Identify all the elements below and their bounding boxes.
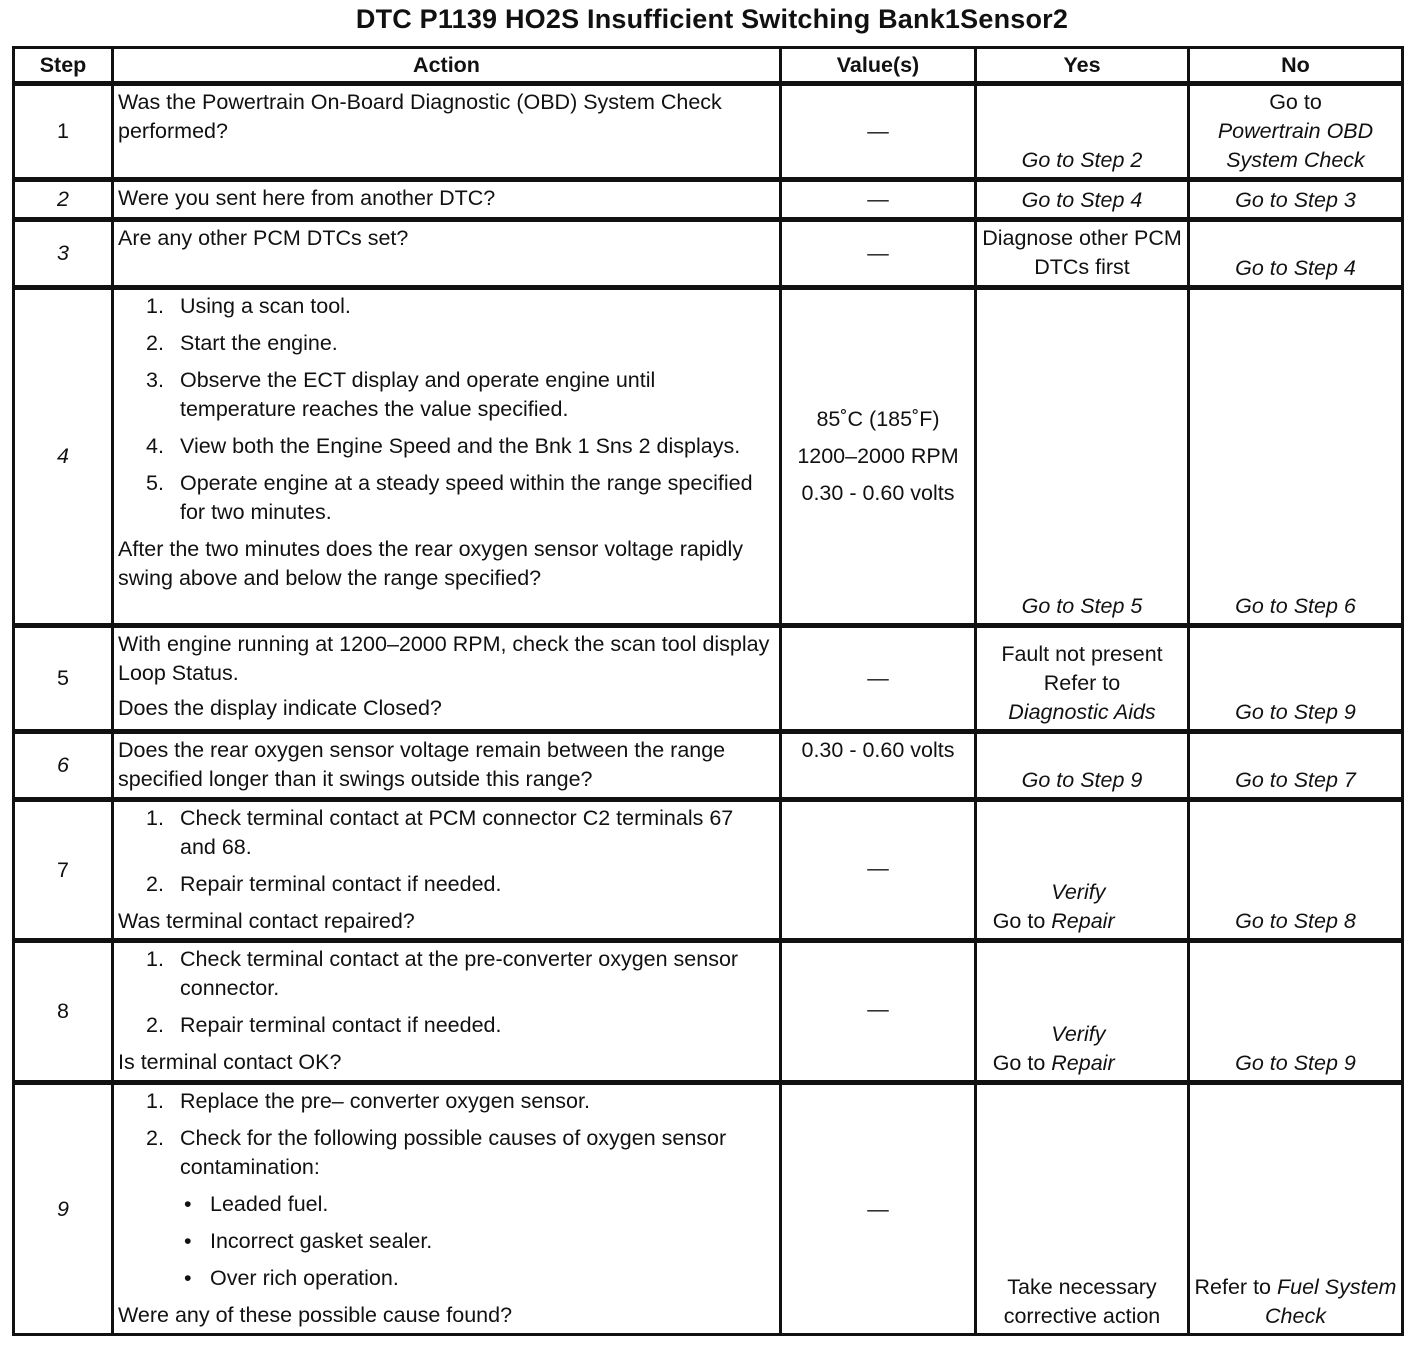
action-cell (113, 288, 781, 626)
no-link[interactable]: Go to Step 6 (1235, 594, 1356, 618)
action-steps (118, 1087, 775, 1182)
step-number: 6 (14, 732, 113, 800)
table-row (14, 626, 1403, 732)
yes-cell (976, 800, 1189, 941)
action-cell (113, 732, 781, 800)
no-cell (1189, 220, 1403, 288)
list-item: 3. Observe the ECT display and operate engine until temperature reaches the value specified. (146, 368, 656, 421)
action-cell (113, 84, 781, 180)
step-number: 3 (14, 220, 113, 288)
table-row (14, 732, 1403, 800)
no-link[interactable]: Go to Step 9 (1235, 700, 1356, 724)
yes-cell: Take necessary corrective action (976, 1083, 1189, 1335)
value-cell: — (781, 1083, 976, 1335)
page-title: DTC P1139 HO2S Insufficient Switching Bank1Sensor2 (355, 4, 1069, 34)
yes-prefix-line: Go to Verify Repair (981, 878, 1183, 936)
no-cell (1189, 288, 1403, 626)
no-link[interactable]: Go to Step 4 (1235, 256, 1356, 280)
value-cell (781, 288, 976, 626)
action-steps (118, 945, 775, 1040)
action-cell (113, 180, 781, 220)
yes-cell (976, 626, 1189, 732)
col-header-yes: Yes (976, 48, 1189, 84)
yes-prefix-line: Go to Verify Repair (981, 1020, 1183, 1078)
list-item: • Incorrect gasket sealer. (184, 1229, 433, 1253)
list-item: 1. Check terminal contact at the pre-converter oxygen sensor connector. (146, 947, 739, 1000)
action-text: Are any other PCM DTCs set? (118, 226, 409, 250)
col-header-step: Step (14, 48, 113, 84)
table-row (14, 941, 1403, 1083)
table-header-row (14, 48, 1403, 84)
no-cell (1189, 626, 1403, 732)
step-number: 1 (14, 84, 113, 180)
list-item: 2. Repair terminal contact if needed. (146, 1013, 502, 1037)
list-item: 1. Check terminal contact at PCM connector C2 terminals 67 and 68. (146, 806, 734, 859)
list-item: 4. View both the Engine Speed and the Bnk 1 Sns 2 displays. (146, 434, 741, 458)
list-item: 2. Repair terminal contact if needed. (146, 872, 502, 896)
list-item: 5. Operate engine at a steady speed within the range specified for two minutes. (146, 471, 753, 524)
list-item: 2. Check for the following possible causes of oxygen sensor contamination: (146, 1126, 727, 1179)
yes-cell: Diagnose other PCM DTCs first (976, 220, 1189, 288)
action-question: Is terminal contact OK? (118, 1050, 342, 1074)
col-header-action: Action (113, 48, 781, 84)
action-text: With engine running at 1200–2000 RPM, check the scan tool display Loop Status. (118, 632, 770, 685)
yes-link[interactable]: Go to Step 9 (1021, 768, 1143, 792)
action-text: Was the Powertrain On-Board Diagnostic (OBD) System Check performed? (118, 90, 722, 143)
yes-link[interactable]: Go to Step 2 (1021, 148, 1143, 172)
step-number: 9 (14, 1083, 113, 1335)
step-number: 7 (14, 800, 113, 941)
step-number: 4 (14, 288, 113, 626)
value-cell: — (781, 626, 976, 732)
no-link[interactable]: Fuel System Check (1265, 1275, 1397, 1328)
action-cell (113, 1083, 781, 1335)
list-item: 2. Start the engine. (146, 331, 338, 355)
action-question: Were any of these possible cause found? (118, 1303, 513, 1327)
no-cell (1189, 732, 1403, 800)
yes-link[interactable]: Diagnostic Aids (1008, 700, 1156, 724)
step-number: 5 (14, 626, 113, 732)
value-cell: — (781, 84, 976, 180)
no-link[interactable]: Powertrain OBD System Check (1217, 119, 1374, 172)
yes-link[interactable]: Go to Step 4 (1021, 188, 1143, 212)
table-row (14, 1083, 1403, 1335)
value-voltage: 0.30 - 0.60 volts (801, 481, 955, 505)
list-item: • Over rich operation. (184, 1266, 399, 1290)
col-header-no: No (1189, 48, 1403, 84)
no-link[interactable]: Go to Step 9 (1235, 1051, 1356, 1075)
list-item: • Leaded fuel. (184, 1192, 329, 1216)
yes-cell (976, 732, 1189, 800)
yes-cell (976, 288, 1189, 626)
no-link[interactable]: Go to Step 7 (1235, 768, 1356, 792)
action-question: Was terminal contact repaired? (118, 909, 415, 933)
no-cell (1189, 180, 1403, 220)
contamination-causes (118, 1190, 775, 1293)
value-temperature: 85˚C (185˚F) (816, 407, 940, 431)
action-steps (118, 804, 775, 899)
diagnostic-table (12, 46, 1404, 1336)
no-cell (1189, 800, 1403, 941)
table-row (14, 180, 1403, 220)
action-text: Does the rear oxygen sensor voltage remain between the range specified longer than it swings outside this range? (118, 738, 726, 791)
action-question: Does the display indicate Closed? (118, 696, 442, 720)
list-item: 1. Replace the pre– converter oxygen sensor. (146, 1089, 590, 1113)
table-row (14, 800, 1403, 941)
value-cell: — (781, 941, 976, 1083)
yes-cell (976, 180, 1189, 220)
action-cell (113, 941, 781, 1083)
yes-cell (976, 941, 1189, 1083)
col-header-values: Value(s) (781, 48, 976, 84)
value-rpm: 1200–2000 RPM (797, 444, 959, 468)
step-number: 8 (14, 941, 113, 1083)
action-question: After the two minutes does the rear oxygen sensor voltage rapidly swing above and below the range specified? (118, 537, 744, 590)
action-cell (113, 626, 781, 732)
action-cell (113, 800, 781, 941)
no-cell (1189, 1083, 1403, 1335)
list-item: 1. Using a scan tool. (146, 294, 351, 318)
yes-link[interactable]: Go to Step 5 (1021, 594, 1143, 618)
step-number: 2 (14, 180, 113, 220)
table-row (14, 220, 1403, 288)
no-link[interactable]: Go to Step 3 (1235, 188, 1356, 212)
yes-cell (976, 84, 1189, 180)
no-prefix-line: Refer to Fuel System Check (1194, 1275, 1397, 1328)
value-cell: — (781, 220, 976, 288)
value-cell: 0.30 - 0.60 volts (781, 732, 976, 800)
action-text: Were you sent here from another DTC? (118, 186, 496, 210)
value-cell: — (781, 800, 976, 941)
yes-link[interactable]: Verify Repair (1051, 1022, 1115, 1075)
value-cell: — (781, 180, 976, 220)
yes-text: Fault not present Refer to (1001, 642, 1163, 695)
table-row (14, 84, 1403, 180)
no-cell (1189, 84, 1403, 180)
action-steps (118, 292, 775, 527)
no-cell (1189, 941, 1403, 1083)
table-row (14, 288, 1403, 626)
no-link[interactable]: Go to Step 8 (1235, 909, 1356, 933)
action-cell (113, 220, 781, 288)
no-prefix: Go to (1269, 90, 1322, 114)
yes-link[interactable]: Verify Repair (1051, 880, 1115, 933)
